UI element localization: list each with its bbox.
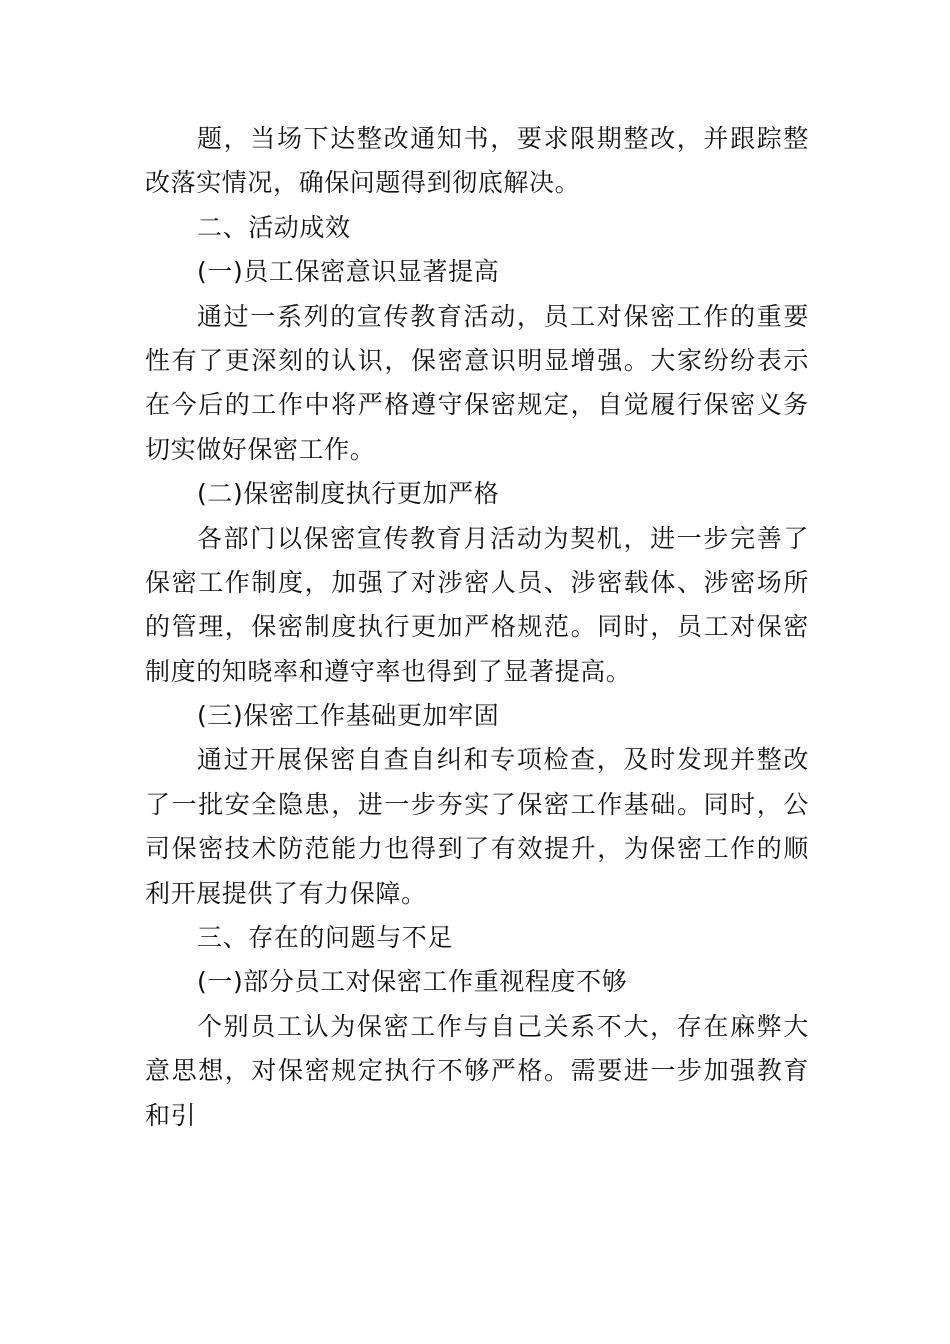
text-line: 个别员工认为保密工作与自己关系不大，存在麻弊大: [197, 1011, 809, 1041]
text-line: 切实做好保密工作。: [145, 434, 376, 464]
text-line: 通过一系列的宣传教育活动，员工对保密工作的重要: [197, 301, 809, 331]
subsection-heading: (一)员工保密意识显著提高: [197, 257, 500, 287]
text-line: 通过开展保密自查自纠和专项检查，及时发现并整改: [197, 745, 809, 775]
text-line: 在今后的工作中将严格遵守保密规定，自觉履行保密义务: [145, 390, 809, 420]
text-line: 了一批安全隐患，进一步夯实了保密工作基础。同时，公: [145, 789, 809, 819]
section-heading: 三、存在的问题与不足: [197, 923, 454, 953]
text-line: 保密工作制度，加强了对涉密人员、涉密载体、涉密场所: [145, 567, 809, 597]
text-line: 利开展提供了有力保障。: [145, 878, 427, 908]
text-line: 制度的知晓率和遵守率也得到了显著提高。: [145, 656, 632, 686]
subsection-heading: (一)部分员工对保密工作重视程度不够: [197, 967, 628, 997]
subsection-heading: (三)保密工作基础更加牢固: [197, 701, 500, 731]
text-line: 司保密技术防范能力也得到了有效提升，为保密工作的顺: [145, 834, 809, 864]
text-line: 性有了更深刻的认识，保密意识明显增强。大家纷纷表示: [145, 345, 809, 375]
document-body: [145, 117, 809, 1138]
text-line: 题，当场下达整改通知书，要求限期整改，并跟踪整: [197, 124, 809, 153]
text-line: 的管理，保密制度执行更加严格规范。同时，员工对保密: [145, 612, 809, 642]
text-line: 和引: [145, 1100, 197, 1130]
section-heading: 二、活动成效: [197, 212, 351, 242]
text-line: 改落实情况，确保问题得到彻底解决。: [145, 168, 581, 198]
subsection-heading: (二)保密制度执行更加严格: [197, 479, 500, 509]
text-line: 各部门以保密宣传教育月活动为契机，进一步完善了: [197, 523, 809, 553]
text-line: 意思想，对保密规定执行不够严格。需要进一步加强教育: [145, 1056, 809, 1086]
